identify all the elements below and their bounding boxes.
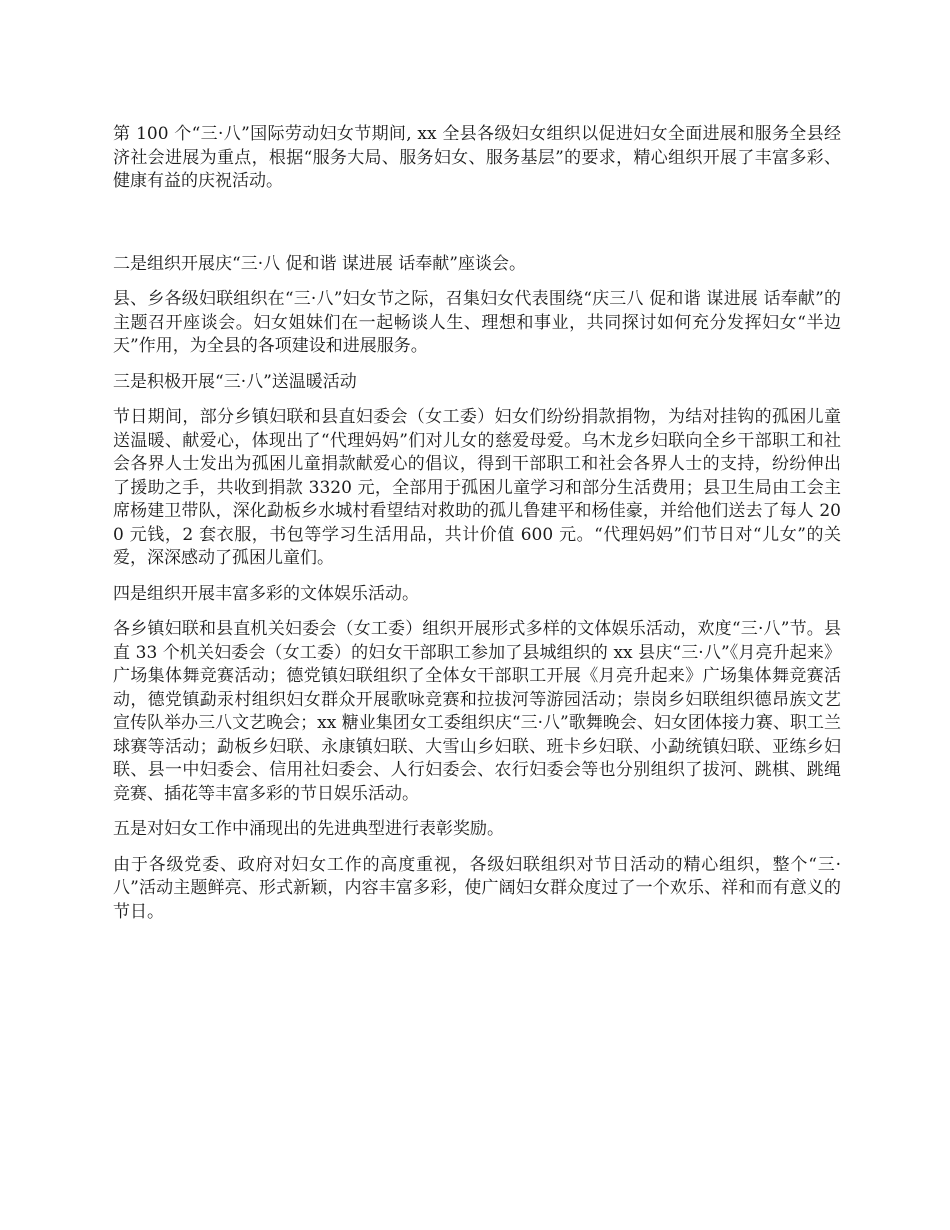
- section-heading-forum: 二是组织开展庆“三·八 促和谐 谋进展 话奉献”座谈会。: [113, 253, 526, 274]
- recreation-paragraph: 各乡镇妇联和县直机关妇委会（女工委）组织开展形式多样的文体娱乐活动，欢度“三·八”节。县直 33 个机关妇委会（女工委）的妇女干部职工参加了县城组织的 xx 县庆“三·八”《月亮升起来》广场集体舞竞赛活动；德党镇妇联组织了全体女干部职工开展《月亮升起来》广场集体舞竞赛活动，德党镇勐汞村组织妇女群众开展歌咏竞赛和拉拔河等游园活动；崇岗乡妇联组织德昂族文艺宣传队举办三八文艺晚会；xx 糖业集团女工委组织庆“三·八”歌舞晚会、妇女团体接力赛、职工兰球赛等活动；勐板乡妇联、永康镇妇联、大雪山乡妇联、班卡乡妇联、小勐统镇妇联、亚练乡妇联、县一中妇委会、信用社妇委会、人行妇委会、农行妇委会等也分别组织了拔河、跳棋、跳绳竞赛、插花等丰富多彩的节日娱乐活动。: [113, 619, 841, 804]
- document-body: [113, 123, 841, 936]
- section-heading-awards: 五是对妇女工作中涌现出的先进典型进行表彰奖励。: [113, 819, 504, 839]
- warmth-paragraph: 节日期间，部分乡镇妇联和县直妇委会（女工委）妇女们纷纷捐款捐物，为结对挂钩的孤困儿童送温暖、献爱心，体现出了“代理妈妈”们对儿女的慈爱母爱。乌木龙乡妇联向全乡干部职工和社会各界人士发出为孤困儿童捐款献爱心的倡议，得到干部职工和社会各界人士的支持，纷纷伸出了援助之手，共收到捐款 3320 元，全部用于孤困儿童学习和部分生活费用；县卫生局由工会主席杨建卫带队，深化勐板乡水城村看望结对救助的孤儿鲁建平和杨佳豪，并给他们送去了每人 200 元钱，2 套衣服，书包等学习生活用品，共计价值 600 元。“代理妈妈”们节日对“儿女”的关爱，深深感动了孤困儿童们。: [113, 407, 841, 568]
- intro-paragraph: 第 100 个“三·八”国际劳动妇女节期间, xx 全县各级妇女组织以促进妇女全面进展和服务全县经济社会进展为重点，根据“服务大局、服务妇女、服务基层”的要求，精心组织开展了丰富多彩、健康有益的庆祝活动。: [113, 124, 841, 191]
- section-heading-warmth: 三是积极开展“三·八”送温暖活动: [113, 371, 357, 392]
- section-heading-recreation: 四是组织开展丰富多彩的文体娱乐活动。: [113, 583, 419, 604]
- forum-paragraph: 县、乡各级妇联组织在“三·八”妇女节之际，召集妇女代表围绕“庆三八 促和谐 谋进展 话奉献”的主题召开座谈会。妇女姐妹们在一起畅谈人生、理想和事业，共同探讨如何充分发挥妇女“半边天”作用，为全县的各项建设和进展服务。: [113, 289, 841, 356]
- conclusion-paragraph: 由于各级党委、政府对妇女工作的高度重视，各级妇联组织对节日活动的精心组织，整个“三·八”活动主题鲜亮、形式新颖，内容丰富多彩，使广阔妇女群众度过了一个欢乐、祥和而有意义的节日。: [113, 854, 841, 922]
